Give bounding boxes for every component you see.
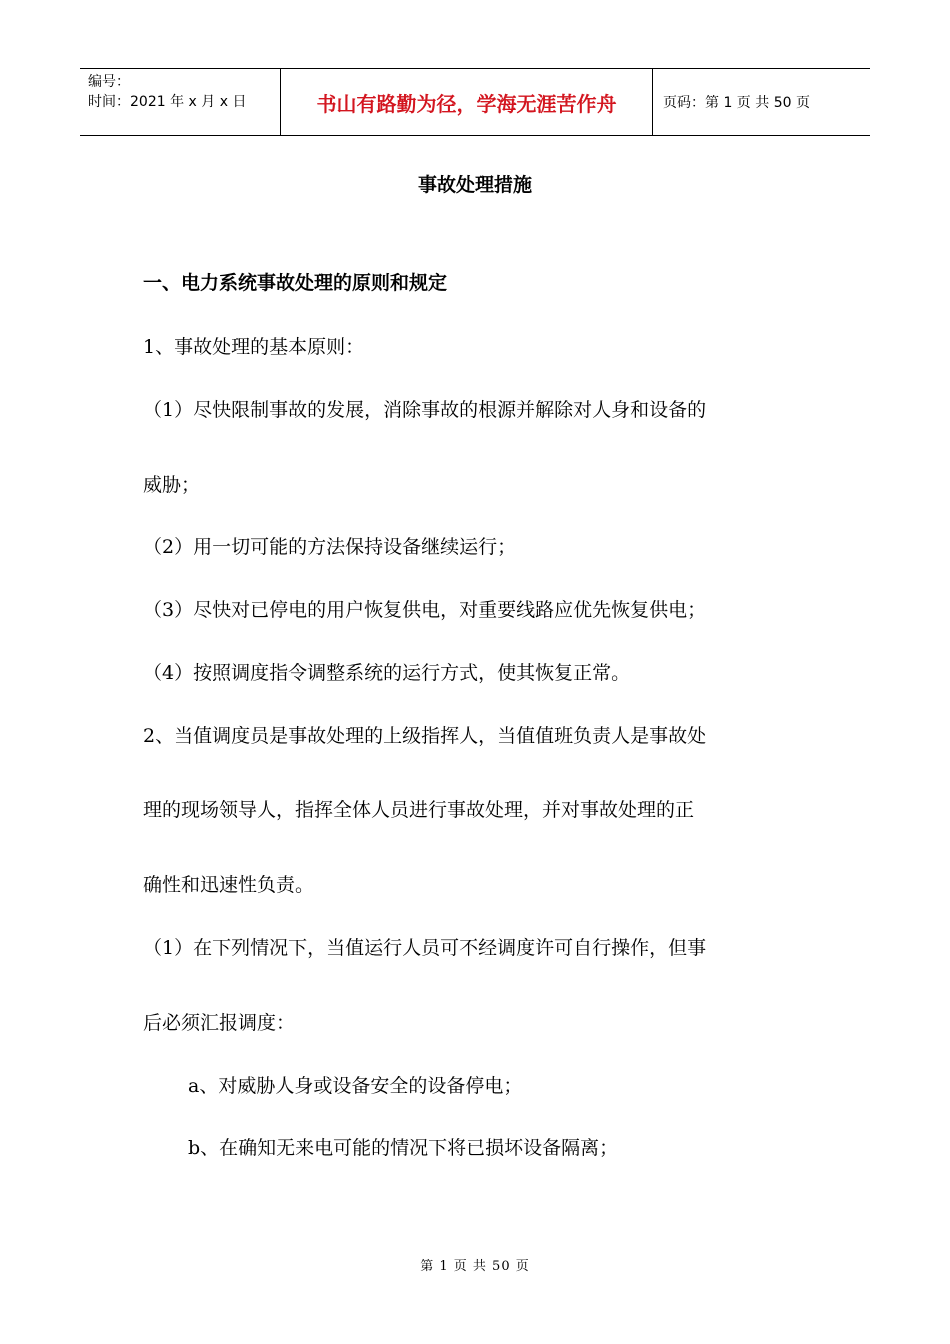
paragraph-1-4: （4）按照调度指令调整系统的运行方式，使其恢复正常。 [143,662,631,684]
motto-text: 书山有路勤为径，学海无涯苦作舟 [316,91,617,116]
paragraph-1-1-line1: （1）尽快限制事故的发展，消除事故的根源并解除对人身和设备的 [143,399,707,421]
page-footer: 第 1 页 共 50 页 [420,1259,530,1274]
motto-cell [281,69,653,135]
paragraph-2-1-line2: 后必须汇报调度： [143,1012,296,1034]
paragraph-1-3: （3）尽快对已停电的用户恢复供电，对重要线路应优先恢复供电； [143,599,707,621]
time-label: 时间：2021 年 x 月 x 日 [88,94,247,110]
paragraph-2-line1: 2、当值调度员是事故处理的上级指挥人，当值值班负责人是事故处 [143,725,707,747]
section-heading-1: 一、电力系统事故处理的原则和规定 [143,272,448,294]
list-item-b: b、在确知无来电可能的情况下将已损坏设备隔离； [188,1137,619,1159]
paragraph-2-1-line1: （1）在下列情况下，当值运行人员可不经调度许可自行操作，但事 [143,937,707,959]
page-info-cell [653,69,870,135]
page-info-text: 页码：第 1 页 共 50 页 [663,95,810,111]
number-label: 编号： [88,74,130,90]
paragraph-2-line2: 理的现场领导人，指挥全体人员进行事故处理，并对事故处理的正 [143,799,695,821]
paragraph-1-2: （2）用一切可能的方法保持设备继续运行； [143,536,517,558]
paragraph-1: 1、事故处理的基本原则： [143,336,365,358]
paragraph-1-1-line2: 威胁； [143,474,201,496]
header-meta-cell [80,69,281,135]
header-table [80,68,870,136]
document-title: 事故处理措施 [417,174,532,196]
list-item-a: a、对威胁人身或设备安全的设备停电； [188,1075,523,1097]
paragraph-2-line3: 确性和迅速性负责。 [143,874,315,896]
